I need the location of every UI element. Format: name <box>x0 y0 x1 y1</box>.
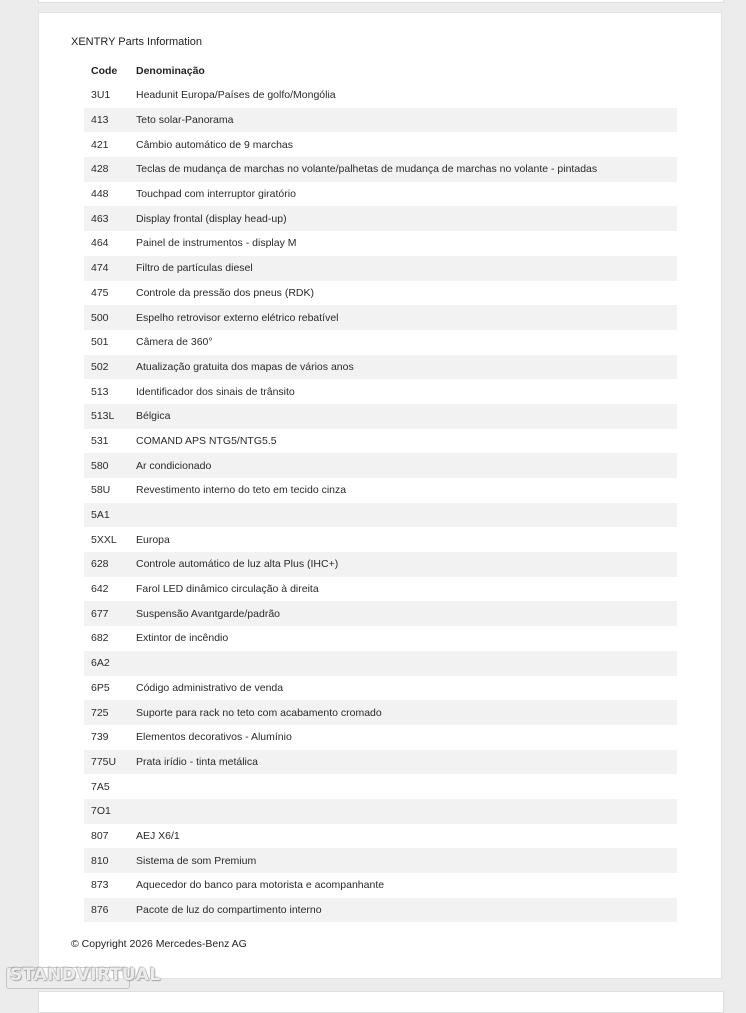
table-row <box>84 206 677 231</box>
row-description: Teto solar-Panorama <box>136 114 234 127</box>
row-code: 6A2 <box>91 657 110 670</box>
row-code: 810 <box>91 854 109 867</box>
row-description: Elementos decorativos - Alumínio <box>136 731 292 744</box>
table-row <box>84 651 677 676</box>
table-row <box>84 552 677 577</box>
row-description: Touchpad com interruptor giratório <box>136 188 296 201</box>
row-code: 475 <box>91 286 109 299</box>
table-row <box>84 355 677 380</box>
row-description: Headunit Europa/Países de golfo/Mongólia <box>136 89 336 102</box>
table-row <box>84 404 677 429</box>
table-row <box>84 478 677 503</box>
row-code: 580 <box>91 459 109 472</box>
table-row <box>84 429 677 454</box>
row-description: Identificador dos sinais de trânsito <box>136 385 295 398</box>
row-description: AEJ X6/1 <box>136 829 180 842</box>
row-code: 501 <box>91 336 109 349</box>
row-description: Controle automático de luz alta Plus (IHC+) <box>136 558 339 571</box>
table-row <box>84 256 677 281</box>
row-description: Sistema de som Premium <box>136 854 257 867</box>
row-code: 807 <box>91 829 109 842</box>
table-row <box>84 873 677 898</box>
table-row <box>84 108 677 133</box>
table-row <box>84 848 677 873</box>
table-row <box>84 676 677 701</box>
row-description: Aquecedor do banco para motorista e acompanhante <box>136 879 385 892</box>
table-row <box>84 824 677 849</box>
row-description: Farol LED dinâmico circulação à direita <box>136 583 319 596</box>
code-column-header: Code <box>91 65 118 77</box>
row-description: Bélgica <box>136 410 171 423</box>
row-code: 775U <box>91 755 117 768</box>
copyright-notice: © Copyright 2026 Mercedes-Benz AG <box>71 938 247 950</box>
row-code: 5XXL <box>91 533 117 546</box>
row-code: 413 <box>91 114 109 127</box>
row-description: Painel de instrumentos - display M <box>136 237 297 250</box>
row-description: Extintor de incêndio <box>136 632 229 645</box>
row-code: 7O1 <box>91 805 111 818</box>
row-code: 725 <box>91 706 109 719</box>
table-row <box>84 330 677 355</box>
table-row <box>84 83 677 108</box>
previous-page-card <box>38 0 724 3</box>
table-row <box>84 577 677 602</box>
row-description: Suspensão Avantgarde/padrão <box>136 607 281 620</box>
table-row <box>84 750 677 775</box>
description-column-header: Denominação <box>136 65 205 77</box>
table-row <box>84 231 677 256</box>
document-title: XENTRY Parts Information <box>71 36 203 48</box>
table-row <box>84 379 677 404</box>
table-row <box>84 453 677 478</box>
row-code: 421 <box>91 138 109 151</box>
next-page-card <box>38 991 724 1013</box>
row-code: 677 <box>91 607 109 620</box>
row-description: Atualização gratuita dos mapas de vários anos <box>136 360 354 373</box>
row-description: Suporte para rack no teto com acabamento cromado <box>136 706 382 719</box>
table-row <box>84 182 677 207</box>
row-description: Filtro de partículas diesel <box>136 262 253 275</box>
row-description: Código administrativo de venda <box>136 681 284 694</box>
table-row <box>84 157 677 182</box>
table-row <box>84 799 677 824</box>
table-row <box>84 527 677 552</box>
table-row <box>84 898 677 923</box>
row-description: Teclas de mudança de marchas no volante/palhetas de mudança de marchas no volante - pintadas <box>136 163 598 176</box>
row-code: 5A1 <box>91 509 110 522</box>
row-code: 6P5 <box>91 681 110 694</box>
table-header-row <box>84 59 677 83</box>
table-row <box>84 626 677 651</box>
row-code: 474 <box>91 262 109 275</box>
row-code: 876 <box>91 904 109 917</box>
row-code: 531 <box>91 434 109 447</box>
parts-information-card <box>38 12 722 979</box>
row-code: 682 <box>91 632 109 645</box>
row-code: 739 <box>91 731 109 744</box>
row-code: 873 <box>91 879 109 892</box>
row-description: Prata irídio - tinta metálica <box>136 755 258 768</box>
row-description: Ar condicionado <box>136 459 212 472</box>
row-code: 502 <box>91 360 109 373</box>
row-code: 7A5 <box>91 780 110 793</box>
table-row <box>84 281 677 306</box>
row-code: 448 <box>91 188 109 201</box>
row-description: Câmera de 360° <box>136 336 213 349</box>
table-row <box>84 503 677 528</box>
row-description: Espelho retrovisor externo elétrico rebatível <box>136 311 339 324</box>
row-description: Display frontal (display head-up) <box>136 212 287 225</box>
row-code: 463 <box>91 212 109 225</box>
table-row <box>84 774 677 799</box>
row-description: COMAND APS NTG5/NTG5.5 <box>136 434 277 447</box>
parts-table <box>84 59 677 922</box>
row-code: 642 <box>91 583 109 596</box>
row-code: 513 <box>91 385 109 398</box>
watermark-logo: STANDVIRTUAL <box>10 965 161 985</box>
table-row <box>84 700 677 725</box>
row-code: 3U1 <box>91 89 111 102</box>
table-row <box>84 601 677 626</box>
row-code: 513L <box>91 410 115 423</box>
row-description: Controle da pressão dos pneus (RDK) <box>136 286 315 299</box>
row-code: 464 <box>91 237 109 250</box>
row-description: Europa <box>136 533 170 546</box>
row-description: Pacote de luz do compartimento interno <box>136 904 322 917</box>
table-row <box>84 132 677 157</box>
row-description: Revestimento interno do teto em tecido cinza <box>136 484 347 497</box>
row-code: 58U <box>91 484 111 497</box>
row-code: 500 <box>91 311 109 324</box>
row-code: 628 <box>91 558 109 571</box>
row-code: 428 <box>91 163 109 176</box>
row-description: Câmbio automático de 9 marchas <box>136 138 293 151</box>
table-body <box>84 83 677 922</box>
table-row <box>84 725 677 750</box>
table-row <box>84 305 677 330</box>
